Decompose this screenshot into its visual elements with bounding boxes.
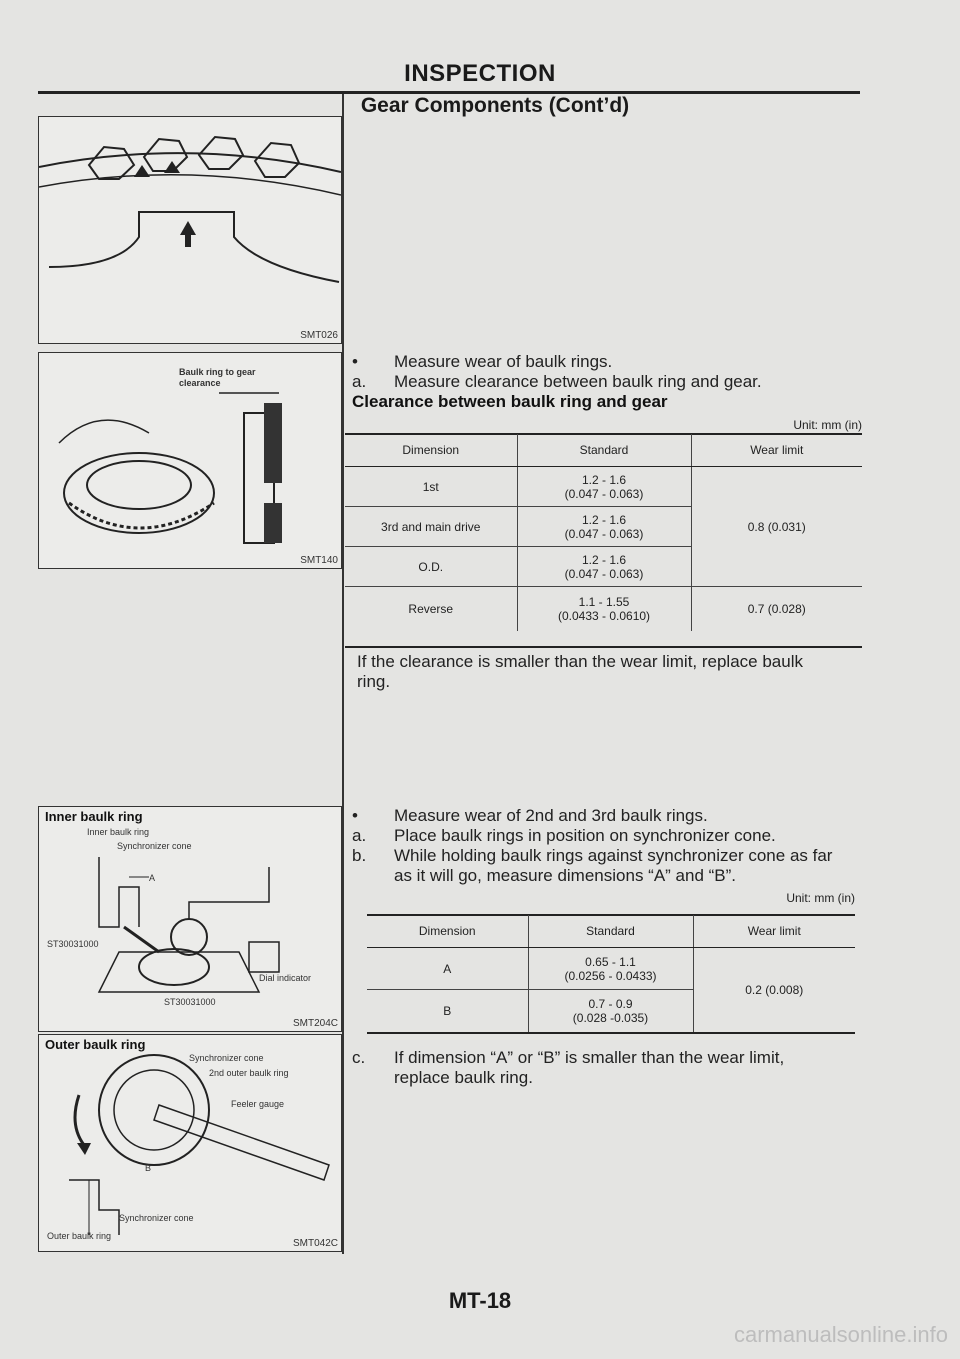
step-marker: a. <box>352 826 367 845</box>
std-range: 1.1 - 1.55 <box>578 594 630 609</box>
figure-id: SMT204C <box>292 1018 338 1029</box>
std-range: 0.65 - 1.1 <box>585 954 636 969</box>
table-cell: 0.2 (0.008) <box>693 948 855 1032</box>
figure-title: Outer baulk ring <box>45 1037 146 1052</box>
table-cell: B <box>443 1003 452 1018</box>
column-divider <box>342 94 344 1254</box>
s1-note <box>357 652 862 692</box>
std-range: 1.2 - 1.6 <box>581 552 627 567</box>
label-inner-baulk-ring: Inner baulk ring <box>87 827 150 837</box>
std-range-in: (0.028 -0.035) <box>572 1010 649 1025</box>
figure-title: Inner baulk ring <box>45 809 143 824</box>
column-header: Dimension <box>345 434 517 467</box>
label-feeler-gauge: Feeler gauge <box>231 1099 285 1109</box>
s2-item-text: Measure wear of 2nd and 3rd baulk rings. <box>394 806 708 825</box>
figure-id: SMT042C <box>292 1238 338 1249</box>
label-dimension-a: A <box>149 873 156 883</box>
std-range-in: (0.047 - 0.063) <box>564 526 644 541</box>
std-range: 1.2 - 1.6 <box>581 512 627 527</box>
step-marker: a. <box>352 372 367 391</box>
std-range-in: (0.0256 - 0.0433) <box>564 968 657 983</box>
s2-step-b-text: as it will go, measure dimensions “A” and “B”. <box>394 866 737 885</box>
label-tool: ST30031000 <box>47 939 99 949</box>
figure-inner-baulk-ring <box>38 806 342 1032</box>
label-synchronizer-cone: Synchronizer cone <box>117 841 192 851</box>
figure-id: SMT026 <box>300 330 338 341</box>
table-cell: 1st <box>345 467 517 507</box>
table-cell <box>528 948 693 990</box>
table-cell <box>517 547 691 587</box>
bullet-marker: • <box>352 806 358 825</box>
table-cell <box>517 467 691 507</box>
page-number: MT-18 <box>448 1288 512 1313</box>
std-range: 1.2 - 1.6 <box>581 472 627 487</box>
s1-step-a-text: Measure clearance between baulk ring and gear. <box>394 372 762 391</box>
s2-step-a-text: Place baulk rings in position on synchronizer cone. <box>394 826 776 845</box>
table-cell <box>517 507 691 547</box>
table-cell: Reverse <box>408 601 454 616</box>
column-header: Wear limit <box>693 915 855 948</box>
std-range-in: (0.047 - 0.063) <box>564 566 644 581</box>
watermark: carmanualsonline.info <box>733 1322 948 1347</box>
figure-outer-baulk-ring <box>38 1034 342 1252</box>
s1-item-text: Measure wear of baulk rings. <box>394 352 613 371</box>
table-cell <box>517 587 691 631</box>
label-synchronizer-cone: Synchronizer cone <box>189 1053 264 1063</box>
figure-label: Baulk ring to gear clearance <box>179 367 256 388</box>
table-cell: 3rd and main drive <box>345 507 517 547</box>
figure-gear-teeth <box>38 116 342 344</box>
label-tool: ST30031000 <box>164 997 216 1007</box>
section-title: INSPECTION <box>404 60 556 87</box>
figure-id: SMT140 <box>300 555 338 566</box>
s2-step-c-text: If dimension “A” or “B” is smaller than the wear limit, <box>394 1048 785 1067</box>
table-cell: 0.8 (0.031) <box>691 467 862 587</box>
s2-dimension-table <box>367 915 855 1032</box>
s1-clearance-table <box>345 434 862 631</box>
gear-teeth-illustration <box>39 117 341 343</box>
s1-heading: Clearance between baulk ring and gear <box>352 392 668 411</box>
label-2nd-outer-baulk-ring: 2nd outer baulk ring <box>209 1068 289 1078</box>
s1-table-bottom-rule <box>345 646 862 648</box>
step-marker: c. <box>352 1048 366 1067</box>
s2-step-c-text: replace baulk ring. <box>394 1068 533 1087</box>
s2-unit: Unit: mm (in) <box>786 891 855 905</box>
label-dimension-b: B <box>145 1163 152 1173</box>
s1-unit: Unit: mm (in) <box>793 418 862 432</box>
page-subtitle: Gear Components (Cont’d) <box>360 94 630 117</box>
std-range-in: (0.0433 - 0.0610) <box>557 608 651 623</box>
bullet-marker: • <box>352 352 358 371</box>
label-dial-indicator: Dial indicator <box>259 973 312 983</box>
std-range: 0.7 - 0.9 <box>588 996 633 1011</box>
column-header: Standard <box>517 434 691 467</box>
std-range-in: (0.047 - 0.063) <box>564 486 644 501</box>
s1-note-line: If the clearance is smaller than the wear limit, replace baulk <box>357 652 803 671</box>
figure-baulk-clearance <box>38 352 342 569</box>
label-outer-baulk-ring: Outer baulk ring <box>47 1231 112 1241</box>
column-header: Wear limit <box>691 434 862 467</box>
s1-note-line: ring. <box>357 672 391 691</box>
column-header: Dimension <box>367 915 528 948</box>
label-synchronizer-cone: Synchronizer cone <box>119 1213 194 1223</box>
table-cell: O.D. <box>345 547 517 587</box>
table-cell <box>528 990 693 1032</box>
s2-table-bottom-rule <box>367 1032 855 1034</box>
table-cell: 0.7 (0.028) <box>691 587 862 631</box>
s2-step-b-text: While holding baulk rings against synchronizer cone as far <box>394 846 833 865</box>
step-marker: b. <box>352 846 367 865</box>
table-cell: A <box>367 948 528 990</box>
column-header: Standard <box>528 915 693 948</box>
